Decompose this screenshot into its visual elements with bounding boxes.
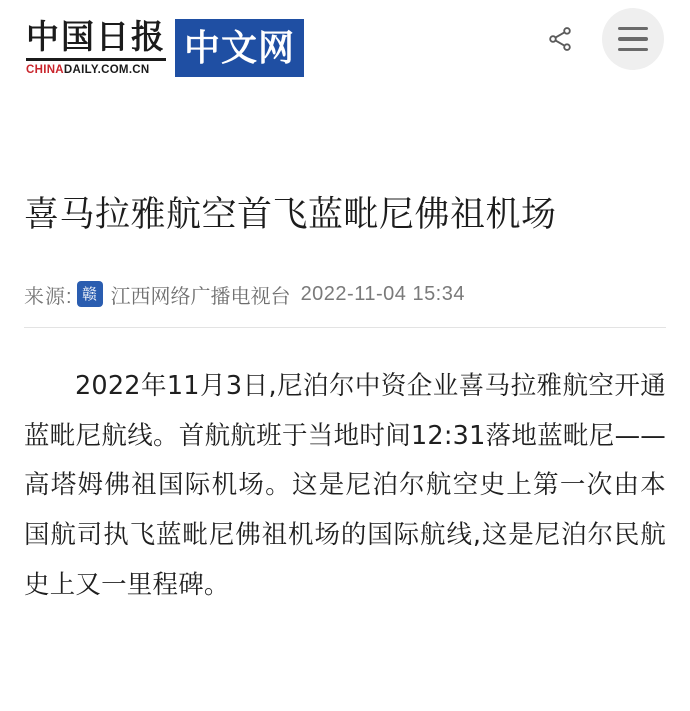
page-title: 喜马拉雅航空首飞蓝毗尼佛祖机场 [24, 195, 557, 235]
source-name[interactable]: 江西网络广播电视台 [110, 285, 291, 308]
share-icon[interactable] [540, 19, 580, 59]
source-logo-icon: 赣 [77, 281, 103, 307]
menu-bar-2 [618, 37, 648, 41]
publish-datetime: 2022-11-04 15:34 [300, 282, 465, 305]
logo-english-prefix: CHINA [26, 63, 64, 76]
logo-chinadaily [26, 19, 166, 77]
article-container [0, 190, 690, 610]
article-meta [24, 280, 666, 328]
site-logo[interactable] [26, 19, 304, 77]
logo-english-text [26, 64, 166, 76]
logo-chinese-text: 中国日报 [26, 17, 166, 57]
menu-bar-1 [618, 27, 648, 31]
article-paragraph: 2022年11月3日,尼泊尔中资企业喜马拉雅航空开通蓝毗尼航线。首航航班于当地时间12:31落地蓝毗尼——高塔姆佛祖国际机场。这是尼泊尔航空史上第一次由本国航司执飞蓝毗尼佛祖机场的国际航线,这是尼泊尔民航史上又一里程碑。 [24, 370, 666, 600]
header-actions [540, 8, 664, 70]
logo-divider-rule [26, 58, 166, 61]
hamburger-menu-icon[interactable] [602, 8, 664, 70]
logo-chinese-site-badge: 中文网 [175, 19, 304, 77]
site-header [0, 0, 690, 92]
logo-english-suffix: DAILY.COM.CN [63, 63, 150, 76]
menu-bar-3 [618, 48, 648, 52]
source-label: 来源: [24, 285, 73, 308]
